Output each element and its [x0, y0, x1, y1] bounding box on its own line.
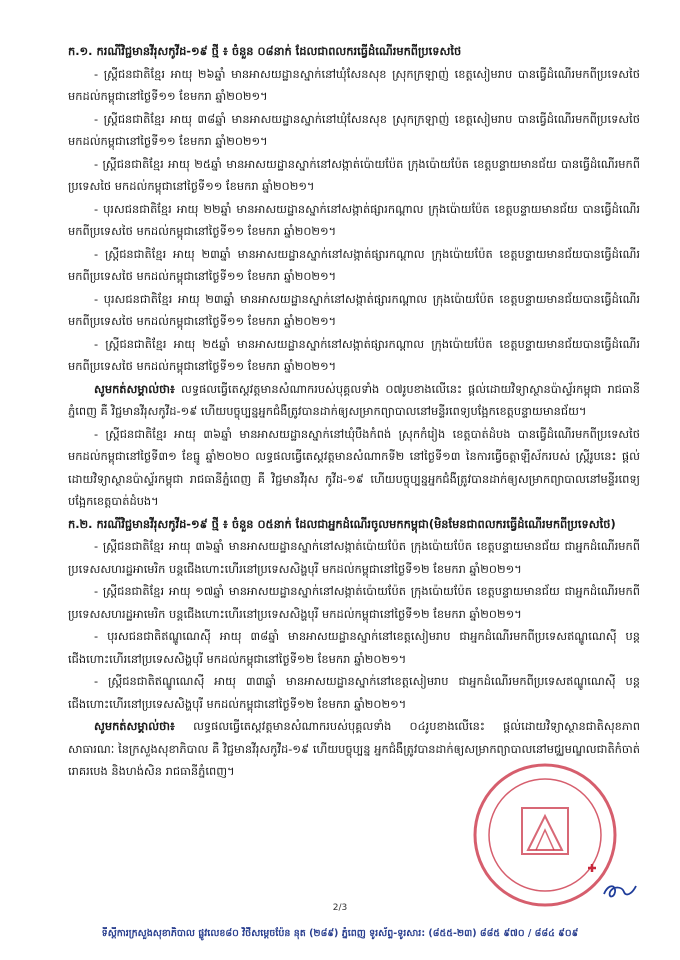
note-text: លទ្ធផលធ្វើតេស្តវត្តមានសំណាករបស់បុគ្គលទាំង ០៧រូបខាងលើនេះ ផ្ដល់ដោយវិទ្យាស្ថានប៉ាស្ទ័រកម្ពុជា រាជធានីភ្នំពេញ គឺ វិជ្ជមានវីរុសកូវីដ-១៩ ហើយបច្ចុប្បន្នអ្នកជំងឺត្រូវបានដាក់ឲ្យសម្រាកព្យាបាលនៅមន្ទីរពេទ្យបង្អែកខេត្តបន្ទាយមានជ័យ។	[68, 381, 640, 418]
case-item: - ស្ត្រីជនជាតិខ្មែរ អាយុ ២៥ឆ្នាំ មានអាសយដ្ឋានស្នាក់នៅសង្កាត់ផ្សារកណ្ដាល ក្រុងប៉ោយប៉ែត ខេត្តបន្ទាយមានជ័យបានធ្វើដំណើរមកពីប្រទេសថៃ មកដល់កម្ពុជានៅថ្ងៃទី១១ ខែមករា ឆ្នាំ២០២១។	[68, 336, 640, 373]
case-item: - ស្ត្រីជនជាតិឥណ្ឌូណេស៊ី អាយុ ៣៣ឆ្នាំ មានអាសយដ្ឋានស្នាក់នៅខេត្តសៀមរាប ជាអ្នកដំណើរមកពីប្រទេសឥណ្ឌូណេស៊ី បន្តជើងហោះហើរនៅប្រទេសសិង្ហបុរី មកដល់កម្ពុជានៅថ្ងៃទី១២ ខែមករា ឆ្នាំ២០២១។	[68, 674, 640, 711]
case-item: - ស្ត្រីជនជាតិខ្មែរ អាយុ ២៥ឆ្នាំ មានអាសយដ្ឋានស្នាក់នៅសង្កាត់ប៉ោយប៉ែត ក្រុងប៉ោយប៉ែត ខេត្តបន្ទាយមានជ័យ បានធ្វើដំណើរមកពីប្រទេសថៃ មកដល់កម្ពុជានៅថ្ងៃទី១១ ខែមករា ឆ្នាំ២០២១។	[68, 156, 640, 193]
case-item: - បុរសជនជាតិឥណ្ឌូណេស៊ី អាយុ ៣៨ឆ្នាំ មានអាសយដ្ឋានស្នាក់នៅខេត្តសៀមរាប ជាអ្នកដំណើរមកពីប្រទេសឥណ្ឌូណេស៊ី បន្តជើងហោះហើរនៅប្រទេសសិង្ហបុរី មកដល់កម្ពុជានៅថ្ងៃទី១២ ខែមករា ឆ្នាំ២០២១។	[68, 629, 640, 666]
section2-heading: ក.២. ករណីវិជ្ជមានវីរុសកូវីដ-១៩ ថ្មី ៖ ចំនួន ០៥នាក់ ដែលជាអ្នកដំណើរចូលមកកម្ពុជា(មិនមែនជាពលករធ្វើដំណើរមកពីប្រទេសថៃ)	[68, 516, 616, 531]
section1-heading: ក.១. ករណីវិជ្ជមានវីរុសកូវីដ-១៩ ថ្មី ៖ ចំនួន ០៨នាក់ ដែលជាពលករធ្វើដំណើរមកពីប្រទេសថៃ	[68, 44, 462, 58]
section1-note	[68, 378, 640, 423]
document-body	[68, 40, 640, 783]
case-item: - ស្ត្រីជនជាតិខ្មែរ អាយុ ១៧ឆ្នាំ មានអាសយដ្ឋានស្នាក់នៅសង្កាត់ប៉ោយប៉ែត ក្រុងប៉ោយប៉ែត ខេត្តបន្ទាយមានជ័យ ជាអ្នកដំណើរមកពីប្រទេសសហរដ្ឋអាមេរិក បន្តជើងហោះហើរនៅប្រទេសសិង្ហបុរី មកដល់កម្ពុជានៅថ្ងៃទី១២ ខែមករា ឆ្នាំ២០២១។	[68, 584, 640, 621]
case-item: - ស្ត្រីជនជាតិខ្មែរ អាយុ ២៣ឆ្នាំ មានអាសយដ្ឋានស្នាក់នៅសង្កាត់ផ្សារកណ្ដាល ក្រុងប៉ោយប៉ែត ខេត្តបន្ទាយមានជ័យបានធ្វើដំណើរមកពីប្រទេសថៃ មកដល់កម្ពុជានៅថ្ងៃទី១១ ខែមករា ឆ្នាំ២០២១។	[68, 246, 640, 283]
case-item: - បុរសជនជាតិខ្មែរ អាយុ ២៣ឆ្នាំ មានអាសយដ្ឋានស្នាក់នៅសង្កាត់ផ្សារកណ្ដាល ក្រុងប៉ោយប៉ែត ខេត្តបន្ទាយមានជ័យបានធ្វើដំណើរមកពីប្រទេសថៃ មកដល់កម្ពុជានៅថ្ងៃទី១១ ខែមករា ឆ្នាំ២០២១។	[68, 291, 640, 328]
page-number: 2/3	[332, 903, 348, 913]
note-text: លទ្ធផលធ្វើតេស្តវត្តមានសំណាករបស់បុគ្គលទាំង ០៤រូបខាងលើនេះ ផ្ដល់ដោយវិទ្យាស្ថានជាតិសុខភាពសាធារណៈ នៃក្រសួងសុខាភិបាល គឺ វិជ្ជមានវីរុសកូវីដ-១៩ ហើយបច្ចុប្បន្ន អ្នកជំងឺត្រូវបានដាក់ឲ្យសម្រាកព្យាបាលនៅមជ្ឈមណ្ឌលជាតិកំចាត់រោគរបេង និងហង់សិន រាជធានីភ្នំពេញ។	[68, 719, 640, 778]
case-item: - បុរសជនជាតិខ្មែរ អាយុ ២២ឆ្នាំ មានអាសយដ្ឋានស្នាក់នៅសង្កាត់ផ្សារកណ្ដាល ក្រុងប៉ោយប៉ែត ខេត្តបន្ទាយមានជ័យ បានធ្វើដំណើរមកពីប្រទេសថៃ មកដល់កម្ពុជានៅថ្ងៃទី១១ ខែមករា ឆ្នាំ២០២១។	[68, 201, 640, 238]
case-item: - ស្ត្រីជនជាតិខ្មែរ អាយុ ៣៦ឆ្នាំ មានអាសយដ្ឋានស្នាក់នៅឃុំបឹងកំពង់ ស្រុកកំរៀង ខេត្តបាត់ដំបង បានធ្វើដំណើរមកពីប្រទេសថៃ មកដល់កម្ពុជានៅថ្ងៃទី៣១ ខែធ្នូ ឆ្នាំ២០២០ លទ្ធផលធ្វើតេស្តវត្តមានសំណាកទី២ នៅថ្ងៃទី១៣ នៃការធ្វើចត្តាឡីស័ករបស់ ស្ត្រីរូបនេះ ផ្ដល់ដោយវិទ្យាស្ថានប៉ាស្ទ័រកម្ពុជា រាជធានីភ្នំពេញ គឺ វិជ្ជមានវីរុស កូវីដ-១៩ ហើយបច្ចុប្បន្នអ្នកជំងឺត្រូវបានដាក់ឲ្យសម្រាកព្យាបាលនៅមន្ទីរពេទ្យបង្អែកខេត្តបាត់ដំបង។	[68, 426, 640, 508]
note-label: សូមកត់សម្គាល់ថា៖	[94, 381, 175, 396]
case-item: - ស្ត្រីជនជាតិខ្មែរ អាយុ ៣៦ឆ្នាំ មានអាសយដ្ឋានស្នាក់នៅសង្កាត់ប៉ោយប៉ែត ក្រុងប៉ោយប៉ែត ខេត្តបន្ទាយមានជ័យ ជាអ្នកដំណើរមកពីប្រទេសសហរដ្ឋអាមេរិក បន្តជើងហោះហើរនៅប្រទេសសិង្ហបុរី មកដល់កម្ពុជានៅថ្ងៃទី១២ ខែមករា ឆ្នាំ២០២១។	[68, 539, 640, 576]
footer-address: ទីស្តីការក្រសួងសុខាភិបាល ផ្លូវលេខ៨០ វិថីសម្ដេចប៉ែន នុត (២៨៩) ភ្នំពេញ ទូរស័ព្ទ-ទូរសារ: (៨៥៥-២៣) ៨៨៥ ៩៧០ / ៨៨៤ ៩០៩	[101, 928, 579, 939]
signature	[600, 880, 640, 902]
case-item: - ស្ត្រីជនជាតិខ្មែរ អាយុ ៣៨ឆ្នាំ មានអាសយដ្ឋានស្នាក់នៅឃុំសែនសុខ ស្រុកក្រឡាញ់ ខេត្តសៀមរាប បានធ្វើដំណើរមកពីប្រទេសថៃ មកដល់កម្ពុជានៅថ្ងៃទី១១ ខែមករា ឆ្នាំ២០២១។	[68, 111, 640, 148]
note-label: សូមកត់សម្គាល់ថា៖	[94, 719, 175, 733]
case-item: - ស្ត្រីជនជាតិខ្មែរ អាយុ ២៦ឆ្នាំ មានអាសយដ្ឋានស្នាក់នៅឃុំសែនសុខ ស្រុកក្រឡាញ់ ខេត្តសៀមរាប បានធ្វើដំណើរមកពីប្រទេសថៃ មកដល់កម្ពុជានៅថ្ងៃទី១១ ខែមករា ឆ្នាំ២០២១។	[68, 66, 640, 103]
official-stamp	[470, 760, 620, 910]
